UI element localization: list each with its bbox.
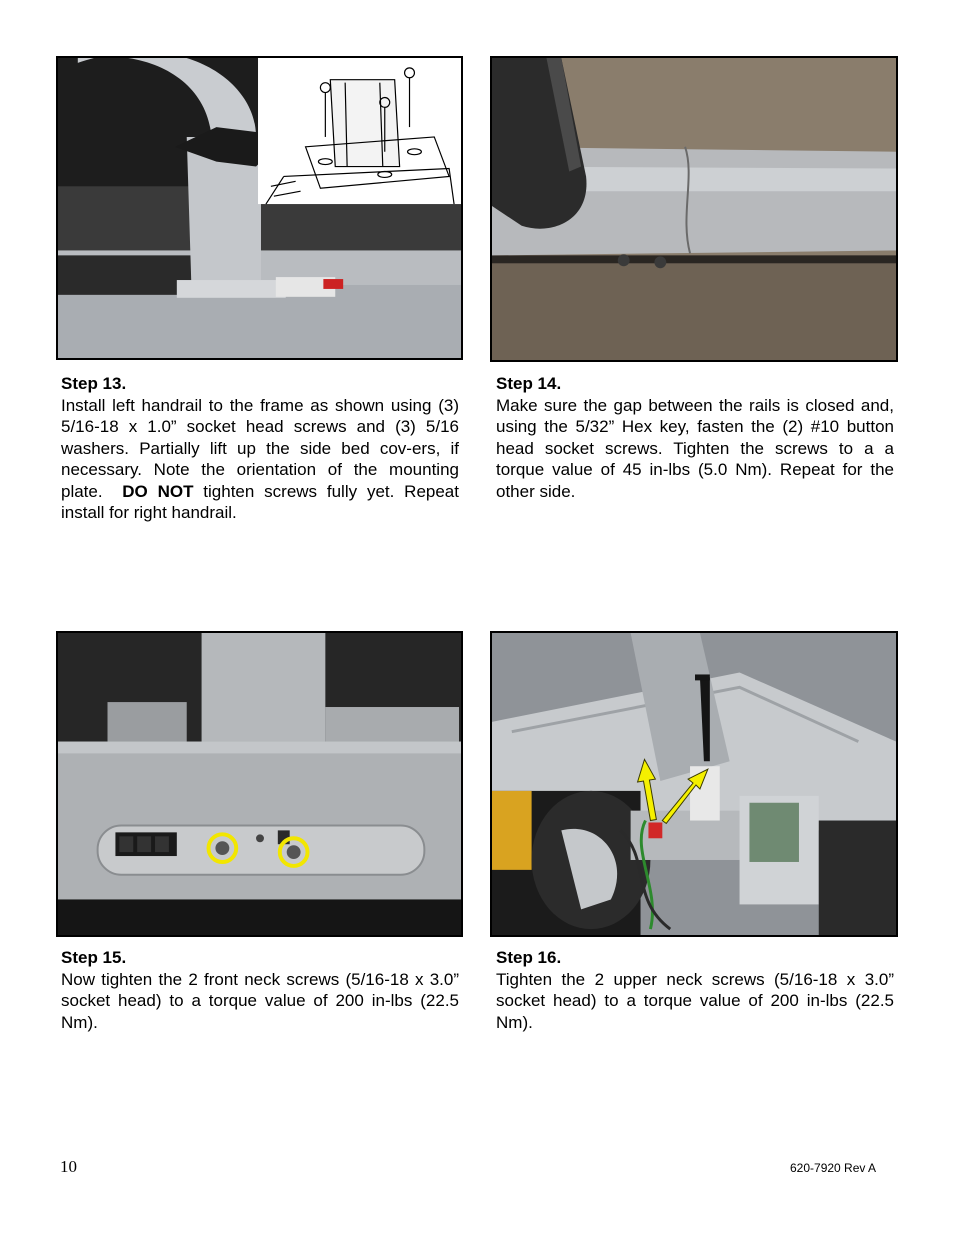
step-15-photo [56,631,463,937]
step-16-block [496,947,894,1033]
step-15-block [61,947,459,1033]
step-13-text-after: tighten screws fully yet. Repeat install for right handrail. [61,481,459,522]
step-16-photo [490,631,898,937]
step-15-title: Step 15. [61,948,127,967]
step-13-photo [56,56,463,360]
step-14-block [496,373,894,502]
step-14-text: Make sure the gap between the rails is closed and, using the 5/32” Hex key, fasten the (2) #10 button head socket screws. Tighten the screws to a a torque value of 45 in-lbs (5.0 Nm). Repeat for the other side. [496,395,894,501]
step-13-emphasis: DO NOT [122,481,194,501]
step-14-photo [490,56,898,362]
step-13-title: Step 13. [61,374,127,393]
step-15-text: Now tighten the 2 front neck screws (5/16-18 x 3.0” socket head) to a torque value of 200 in-lbs (22.5 Nm). [61,969,459,1032]
document-id: 620-7920 Rev A [790,1161,877,1175]
step-16-title: Step 16. [496,948,562,967]
step-13-text-before: Install left handrail to the frame as shown using (3) 5/16-18 x 1.0” socket head screws and (3) 5/16 washers. Partially lift up the side bed cov-ers, if necessary. Note the orientation of the mounting plate. [61,395,459,501]
step-13-block [61,373,459,524]
step-14-title: Step 14. [496,374,562,393]
step-13-text [61,395,459,524]
step-16-text: Tighten the 2 upper neck screws (5/16-18 x 3.0” socket head) to a torque value of 200 in-lbs (22.5 Nm). [496,969,894,1032]
page-number: 10 [60,1157,77,1176]
